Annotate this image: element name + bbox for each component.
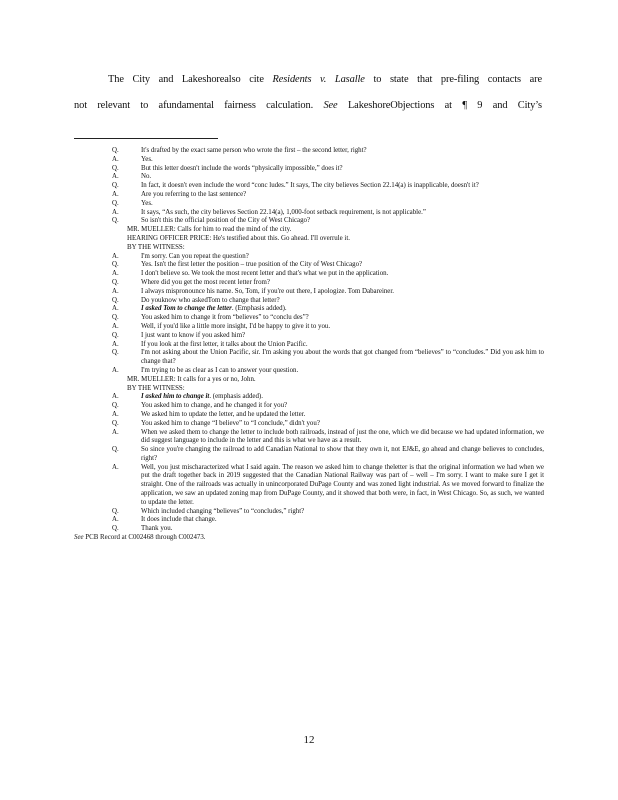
footnote-transcript [74,147,544,543]
qa-label: Q. [112,261,119,269]
transcript-row [74,332,544,341]
emphasis-text: I asked Tom to change the letter [141,305,232,313]
qa-text: So isn't this the official position of the City of West Chicago? [141,217,311,225]
qa-text: It says, “As such, the city believes Section 22.14(a), 1,000-foot setback requirement, is not applicable.” [141,208,426,216]
body-text: to state that pre-filing contacts are [373,74,543,85]
qa-text: It does include that change. [141,516,217,524]
qa-label: A. [112,305,119,313]
citation-text: PCB Record at C002468 through C002473. [85,534,206,542]
qa-label: A. [112,516,119,524]
signal-see: See [74,534,84,542]
qa-label: Q. [112,446,119,454]
qa-label: Q. [112,349,119,357]
qa-label: A. [112,270,119,278]
qa-label: Q. [112,507,119,515]
case-name: Lasalle [334,74,365,85]
speaker-line: BY THE WITNESS: [127,384,185,392]
qa-label: Q. [112,402,119,410]
qa-label: Q. [112,296,119,304]
transcript-row [74,156,544,165]
transcript-row [74,393,544,402]
footnote-divider [74,138,218,139]
qa-label: Q. [112,199,119,207]
body-text: LakeshoreObjections at ¶ 9 and City’s [347,100,542,111]
emphasis-note: . (Emphasis added). [231,305,287,313]
transcript-row [74,209,544,218]
qa-text: Thank you. [141,525,173,533]
qa-label: A. [112,410,119,418]
qa-text: I'm sorry. Can you repeat the question? [141,252,249,260]
transcript-row [74,217,544,226]
qa-label: Q. [112,217,119,225]
emphasis-note: . (emphasis added). [209,393,263,401]
qa-label: A. [112,173,119,181]
body-paragraph-line-1 [74,74,542,85]
qa-text: When we asked them to change the letter to include both railroads, instead of just the one, which we did because we had updated information, we did suggest language to include in the letter and this is what we have as a result. [141,428,544,445]
qa-text: I don't believe so. We took the most recent letter and that's what we put in the application. [141,270,389,278]
signal-see: See [323,100,338,111]
transcript-row [74,420,544,429]
qa-text: Where did you get the most recent letter from? [141,278,270,286]
page-number: 12 [303,734,315,746]
speaker-line: HEARING OFFICER PRICE: He's testified about this. Go ahead. I'll overrule it. [127,234,350,242]
transcript-row [74,402,544,411]
qa-text: Well, you just mischaracterized what I said again. The reason we asked him to change theletter is that the original information we had when we put the draft together back in 2019 suggested that the Canadian National Railway was part of – well – I'm sorry. I want to make sure I get it straight. One of the railroads was actually in unincorporated DuPage County and was zoned light industrial. As we moved forward to finalize the application, we saw an updated zoning map from DuPage County, and it showed that both were, in fact, in West Chicago. So, as such, we wanted to update the letter. [141,463,544,506]
transcript-row [74,508,544,517]
transcript-row [74,341,544,350]
qa-label: A. [112,463,119,471]
transcript-row [74,165,544,174]
qa-label: A. [112,287,119,295]
qa-text: If you look at the first letter, it talks about the Union Pacific. [141,340,308,348]
speaker-line: MR. MUELLER: Calls for him to read the mind of the city. [127,226,292,234]
qa-label: A. [112,208,119,216]
transcript-row [74,446,544,464]
case-versus: v. [320,74,327,85]
qa-text: Do youknow who askedTom to change that letter? [141,296,280,304]
qa-text: No. [141,173,152,181]
qa-text: Yes. [141,155,153,163]
qa-text: Are you referring to the last sentence? [141,190,247,198]
transcript-row [74,270,544,279]
qa-label: Q. [112,147,119,154]
qa-label: A. [112,393,119,401]
qa-text: So since you're changing the railroad to add Canadian National to show that they own it, not EJ&E, go ahead and change believes to concludes, right? [141,446,544,462]
speaker-line: BY THE WITNESS: [127,243,185,251]
qa-label: Q. [112,525,119,533]
qa-label: Q. [112,182,119,190]
qa-text: I'm trying to be as clear as I can to answer your question. [141,366,299,374]
transcript-row [74,367,544,376]
transcript-row [74,191,544,200]
speaker-line: MR. MUELLER: It calls for a yes or no, John. [127,375,256,383]
transcript-row [74,200,544,209]
transcript-row [74,297,544,306]
transcript-row [74,288,544,297]
transcript-row [74,525,544,534]
case-name: Residents [272,74,312,85]
qa-text [141,305,544,314]
qa-label: Q. [112,331,119,339]
qa-label: A. [112,340,119,348]
qa-text: But this letter doesn't include the words “physically impossible,” does it? [141,164,343,172]
qa-label: Q. [112,314,119,322]
transcript-row [74,314,544,323]
qa-label: A. [112,155,119,163]
qa-label: Q. [112,419,119,427]
qa-text: I always mispronounce his name. So, Tom, if you're out there, I apologize. Tom Dabareiner. [141,287,394,295]
qa-label: A. [112,322,119,330]
qa-text: I'm not asking about the Union Pacific, sir. I'm asking you about the words that got changed from “believes” to “concludes.” Did you ask him to change that? [141,349,544,366]
body-paragraph-line-2 [74,100,542,111]
qa-text: You asked him to change, and he changed it for you? [141,402,288,410]
qa-text: Yes. Isn't the first letter the position – true position of the City of West Chicago? [141,261,363,269]
transcript-row [74,323,544,332]
qa-label: Q. [112,278,119,286]
transcript-row [74,429,544,447]
transcript-row [74,305,544,314]
qa-label: A. [112,252,119,260]
qa-text: You asked him to change it from “believes” to “conclu des”? [141,314,309,322]
qa-label: A. [112,190,119,198]
transcript-row [74,516,544,525]
transcript-row [74,147,544,156]
transcript-row [74,253,544,262]
qa-text: Yes. [141,199,153,207]
qa-label: A. [112,366,119,374]
body-text: not relevant to afundamental fairness calculation. [74,100,314,111]
transcript-row [74,279,544,288]
qa-text: I just want to know if you asked him? [141,331,246,339]
record-citation [74,534,544,543]
qa-label: A. [112,428,119,436]
qa-label: Q. [112,164,119,172]
transcript-row [74,182,544,191]
qa-text: Which included changing “believes” to “concludes,” right? [141,507,305,515]
qa-text [141,393,544,402]
qa-text: You asked him to change “I believe” to “I conclude,” didn't you? [141,419,320,427]
qa-text: Well, if you'd like a little more insight, I'd be happy to give it to you. [141,322,331,330]
qa-text: It's drafted by the exact same person who wrote the first – the second letter, right? [141,147,367,154]
transcript-row [74,464,544,508]
emphasis-text: I asked him to change it [141,393,210,401]
transcript-row [74,261,544,270]
qa-text: We asked him to update the letter, and he updated the letter. [141,410,306,418]
body-text: The City and Lakeshorealso cite [108,74,264,85]
transcript-row [74,411,544,420]
transcript-row [74,173,544,182]
qa-text: In fact, it doesn't even include the word “conc ludes.” It says, The city believes Section 22.14(a) is inapplicable, doesn't it? [141,182,479,190]
transcript-row [74,349,544,367]
